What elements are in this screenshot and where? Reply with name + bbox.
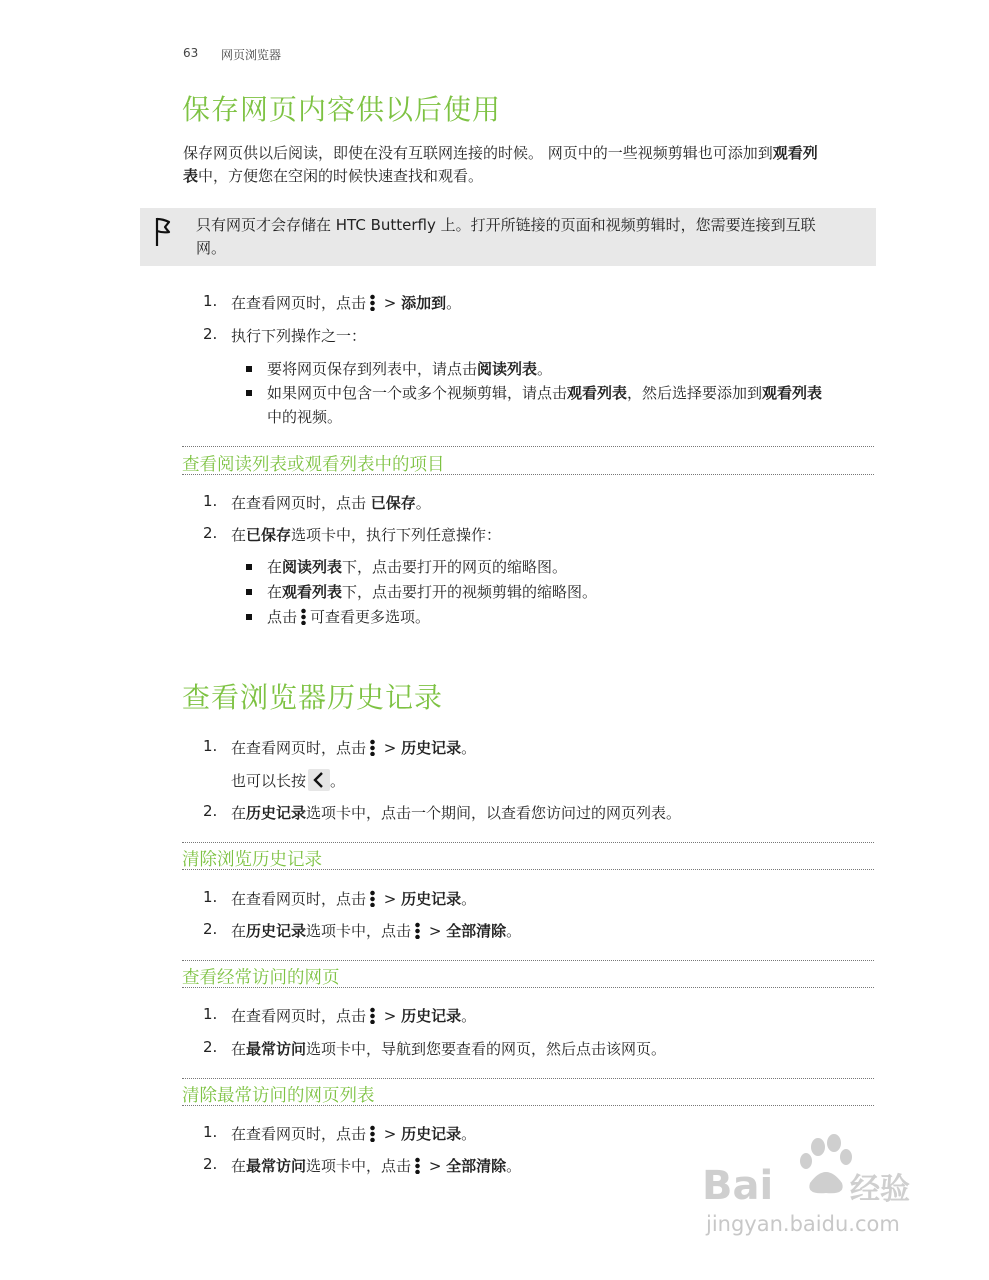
step-clear-history-1: 在查看网页时，点击 > 历史记录。: [231, 890, 477, 908]
bullet-more-options: 点击 可查看更多选项。: [267, 608, 431, 626]
running-header: 网页浏览器: [221, 48, 282, 62]
kebab-menu-icon: [370, 739, 375, 756]
subsection-title-clear-history: 清除浏览历史记录: [182, 850, 322, 870]
step-number: 2.: [203, 325, 218, 343]
note-line-2: 网。: [196, 239, 227, 257]
divider: [182, 1105, 874, 1106]
section-title-save-pages: 保存网页内容供以后使用: [182, 93, 502, 126]
step-most-visited-1: 在查看网页时，点击 > 历史记录。: [231, 1007, 477, 1025]
step-number: 2.: [203, 802, 218, 820]
bullet-save-reading-list: 要将网页保存到列表中，请点击阅读列表。: [267, 360, 553, 378]
divider: [182, 1078, 874, 1079]
watermark-url: jingyan.baidu.com: [706, 1212, 900, 1236]
step-number: 1.: [203, 1123, 218, 1141]
bullet-save-watch-list: 如果网页中包含一个或多个视频剪辑，请点击观看列表，然后选择要添加到观看列表: [267, 384, 823, 402]
subsection-title-clear-most-visited: 清除最常访问的网页列表: [182, 1086, 375, 1106]
kebab-menu-icon: [415, 1157, 420, 1174]
back-icon: [308, 769, 330, 791]
subsection-title-most-visited: 查看经常访问的网页: [182, 968, 340, 988]
subsection-title-view-lists: 查看阅读列表或观看列表中的项目: [182, 455, 445, 475]
kebab-menu-icon: [301, 608, 306, 625]
step-number: 1.: [203, 292, 218, 310]
step-number: 2.: [203, 920, 218, 938]
step-save-2: 执行下列操作之一：: [231, 327, 367, 345]
bullet-icon: [246, 390, 252, 396]
bullet-save-watch-list-cont: 中的视频。: [267, 408, 343, 426]
kebab-menu-icon: [370, 890, 375, 907]
divider: [182, 960, 874, 961]
note-line-1: 只有网页才会存储在 HTC Butterfly 上。打开所链接的页面和视频剪辑时，您需要连接到互联: [196, 216, 816, 234]
step-number: 2.: [203, 1155, 218, 1173]
step-number: 1.: [203, 737, 218, 755]
intro-line-1: 保存网页供以后阅读，即使在没有互联网连接的时候。 网页中的一些视频剪辑也可添加到观看列: [183, 144, 818, 162]
kebab-menu-icon: [370, 294, 375, 311]
step-history-1: 在查看网页时，点击 > 历史记录。: [231, 739, 477, 757]
step-clear-most-visited-1: 在查看网页时，点击 > 历史记录。: [231, 1125, 477, 1143]
step-view-2: 在已保存选项卡中，执行下列任意操作：: [231, 526, 502, 544]
bullet-icon: [246, 366, 252, 372]
step-save-1: 在查看网页时，点击 > 添加到。: [231, 294, 462, 312]
bullet-icon: [246, 564, 252, 570]
step-most-visited-2: 在最常访问选项卡中，导航到您要查看的网页，然后点击该网页。: [231, 1040, 667, 1058]
kebab-menu-icon: [370, 1125, 375, 1142]
step-clear-most-visited-2: 在最常访问选项卡中，点击 > 全部清除。: [231, 1157, 522, 1175]
divider: [182, 987, 874, 988]
bullet-watch-list: 在观看列表下，点击要打开的视频剪辑的缩略图。: [267, 583, 598, 601]
step-number: 1.: [203, 888, 218, 906]
bullet-icon: [246, 589, 252, 595]
divider: [182, 842, 874, 843]
step-view-1: 在查看网页时，点击 已保存。: [231, 494, 431, 512]
divider: [182, 446, 874, 447]
step-number: 1.: [203, 1005, 218, 1023]
kebab-menu-icon: [415, 922, 420, 939]
step-number: 2.: [203, 524, 218, 542]
step-number: 1.: [203, 492, 218, 510]
step-history-alt: 也可以长按 。: [231, 769, 345, 791]
step-history-2: 在历史记录选项卡中，点击一个期间，以查看您访问过的网页列表。: [231, 804, 682, 822]
svg-text:Bai: Bai: [702, 1163, 774, 1209]
intro-line-2: 表中，方便您在空闲的时候快速查找和观看。: [183, 167, 484, 185]
kebab-menu-icon: [370, 1007, 375, 1024]
svg-text:经验: 经验: [850, 1172, 910, 1207]
step-number: 2.: [203, 1038, 218, 1056]
bullet-reading-list: 在阅读列表下，点击要打开的网页的缩略图。: [267, 558, 568, 576]
bullet-icon: [246, 614, 252, 620]
divider: [182, 474, 874, 475]
flag-icon: [153, 216, 173, 248]
page-number: 63: [183, 46, 199, 60]
section-title-history: 查看浏览器历史记录: [182, 681, 444, 714]
divider: [182, 869, 874, 870]
step-clear-history-2: 在历史记录选项卡中，点击 > 全部清除。: [231, 922, 522, 940]
